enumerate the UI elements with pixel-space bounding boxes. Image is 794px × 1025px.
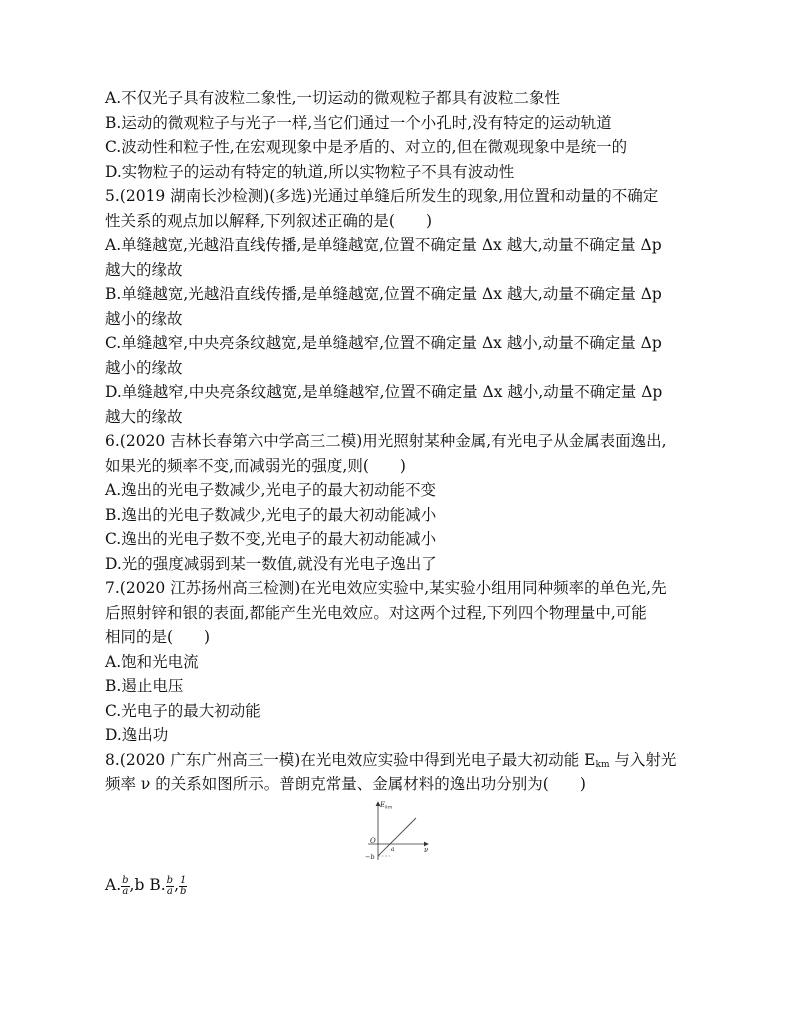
fraction-denominator: a	[166, 885, 173, 897]
text-line: B.逸出的光电子数减少,光电子的最大初动能减小	[105, 505, 437, 524]
text-line: 相同的是( )	[105, 628, 211, 646]
text-line: A.不仅光子具有波粒二象性,一切运动的微观粒子都具有波粒二象性	[105, 89, 561, 107]
text-line: A.饱和光电流	[105, 652, 199, 671]
text-line: A.逸出的光电子数减少,光电子的最大初动能不变	[105, 481, 437, 499]
option-b-label: B.	[149, 876, 166, 894]
text-line: D.实物粒子的运动有特定的轨道,所以实物粒子不具有波动性	[105, 162, 515, 181]
answer-options	[105, 874, 187, 897]
origin-label: O	[370, 837, 376, 845]
option-a-label: A.	[105, 876, 122, 894]
text-line: 频率 ν 的关系如图所示。普朗克常量、金属材料的逸出功分别为( )	[105, 775, 586, 793]
x-axis-label: ν	[424, 846, 429, 854]
option-a-suffix: ,b	[129, 876, 145, 894]
neg-b-label: −b	[365, 853, 375, 861]
text-line: B.遏止电压	[105, 677, 184, 695]
text-line: A.单缝越宽,光越沿直线传播,是单缝越宽,位置不确定量 Δx 越大,动量不确定量 Δp	[105, 236, 662, 254]
text-line: 越小的缘故	[105, 309, 183, 328]
text-line: 后照射锌和银的表面,都能产生光电效应。对这两个过程,下列四个物理量中,可能	[105, 603, 647, 622]
text-line: 越大的缘故	[105, 260, 183, 279]
text-line: 性关系的观点加以解释,下列叙述正确的是( )	[105, 211, 433, 230]
fraction-denominator: a	[122, 885, 129, 897]
text-line: C.光电子的最大初动能	[105, 701, 261, 720]
y-axis-label	[379, 801, 392, 811]
option-b-separator: ,	[174, 876, 179, 894]
text-line: B.单缝越宽,光越沿直线传播,是单缝越宽,位置不确定量 Δx 越大,动量不确定量 Δp	[105, 285, 662, 303]
intercept-label: a	[391, 846, 395, 853]
text-line: 越大的缘故	[105, 407, 183, 426]
question-5-stem: 5.(2019 湖南长沙检测)(多选)光通过单缝后所发生的现象,用位置和动量的不确定	[105, 187, 659, 205]
text-line: D.逸出功	[105, 726, 169, 744]
fraction-numerator: b	[166, 874, 174, 886]
text-line: C.波动性和粒子性,在宏观现象中是矛盾的、对立的,但在微观现象中是统一的	[105, 138, 628, 156]
text-line: 如果光的频率不变,而减弱光的强度,则( )	[105, 456, 406, 475]
fraction-numerator: 1	[180, 874, 187, 886]
text-line: C.单缝越窄,中央亮条纹越宽,是单缝越窄,位置不确定量 Δx 越小,动量不确定量 Δp	[105, 334, 662, 352]
option-a-fraction	[121, 876, 129, 897]
question-8-stem	[105, 748, 725, 773]
fraction-numerator: b	[122, 874, 129, 886]
q8-text-after: 与入射光	[609, 750, 677, 769]
q8-text-before: 8.(2020 广东广州高三一模)在光电效应实验中得到光电子最大初动能 E	[105, 750, 596, 769]
q8-subscript: km	[595, 759, 610, 770]
question-text	[105, 86, 725, 797]
option-b-fraction-2	[179, 876, 187, 897]
y-axis-label-main: E	[380, 801, 386, 809]
ekm-vs-frequency-graph	[362, 798, 432, 864]
ekm-line	[378, 818, 416, 856]
text-line: 越小的缘故	[105, 358, 183, 377]
option-b-fraction-1	[166, 876, 174, 897]
fraction-denominator: b	[180, 885, 187, 897]
text-line: C.逸出的光电子数不变,光电子的最大初动能减小	[105, 530, 437, 548]
y-axis-label-sub: km	[385, 805, 393, 811]
text-line: D.单缝越窄,中央亮条纹越宽,是单缝越窄,位置不确定量 Δx 越小,动量不确定量 Δp	[105, 383, 663, 401]
question-6-stem: 6.(2020 吉林长春第六中学高三二模)用光照射某种金属,有光电子从金属表面逸出,	[105, 432, 667, 450]
question-7-stem: 7.(2020 江苏扬州高三检测)在光电效应实验中,某实验小组用同种频率的单色光,先	[105, 579, 667, 597]
text-line: B.运动的微观粒子与光子一样,当它们通过一个小孔时,没有特定的运动轨道	[105, 113, 612, 132]
text-line: D.光的强度减弱到某一数值,就没有光电子逸出了	[105, 554, 437, 573]
